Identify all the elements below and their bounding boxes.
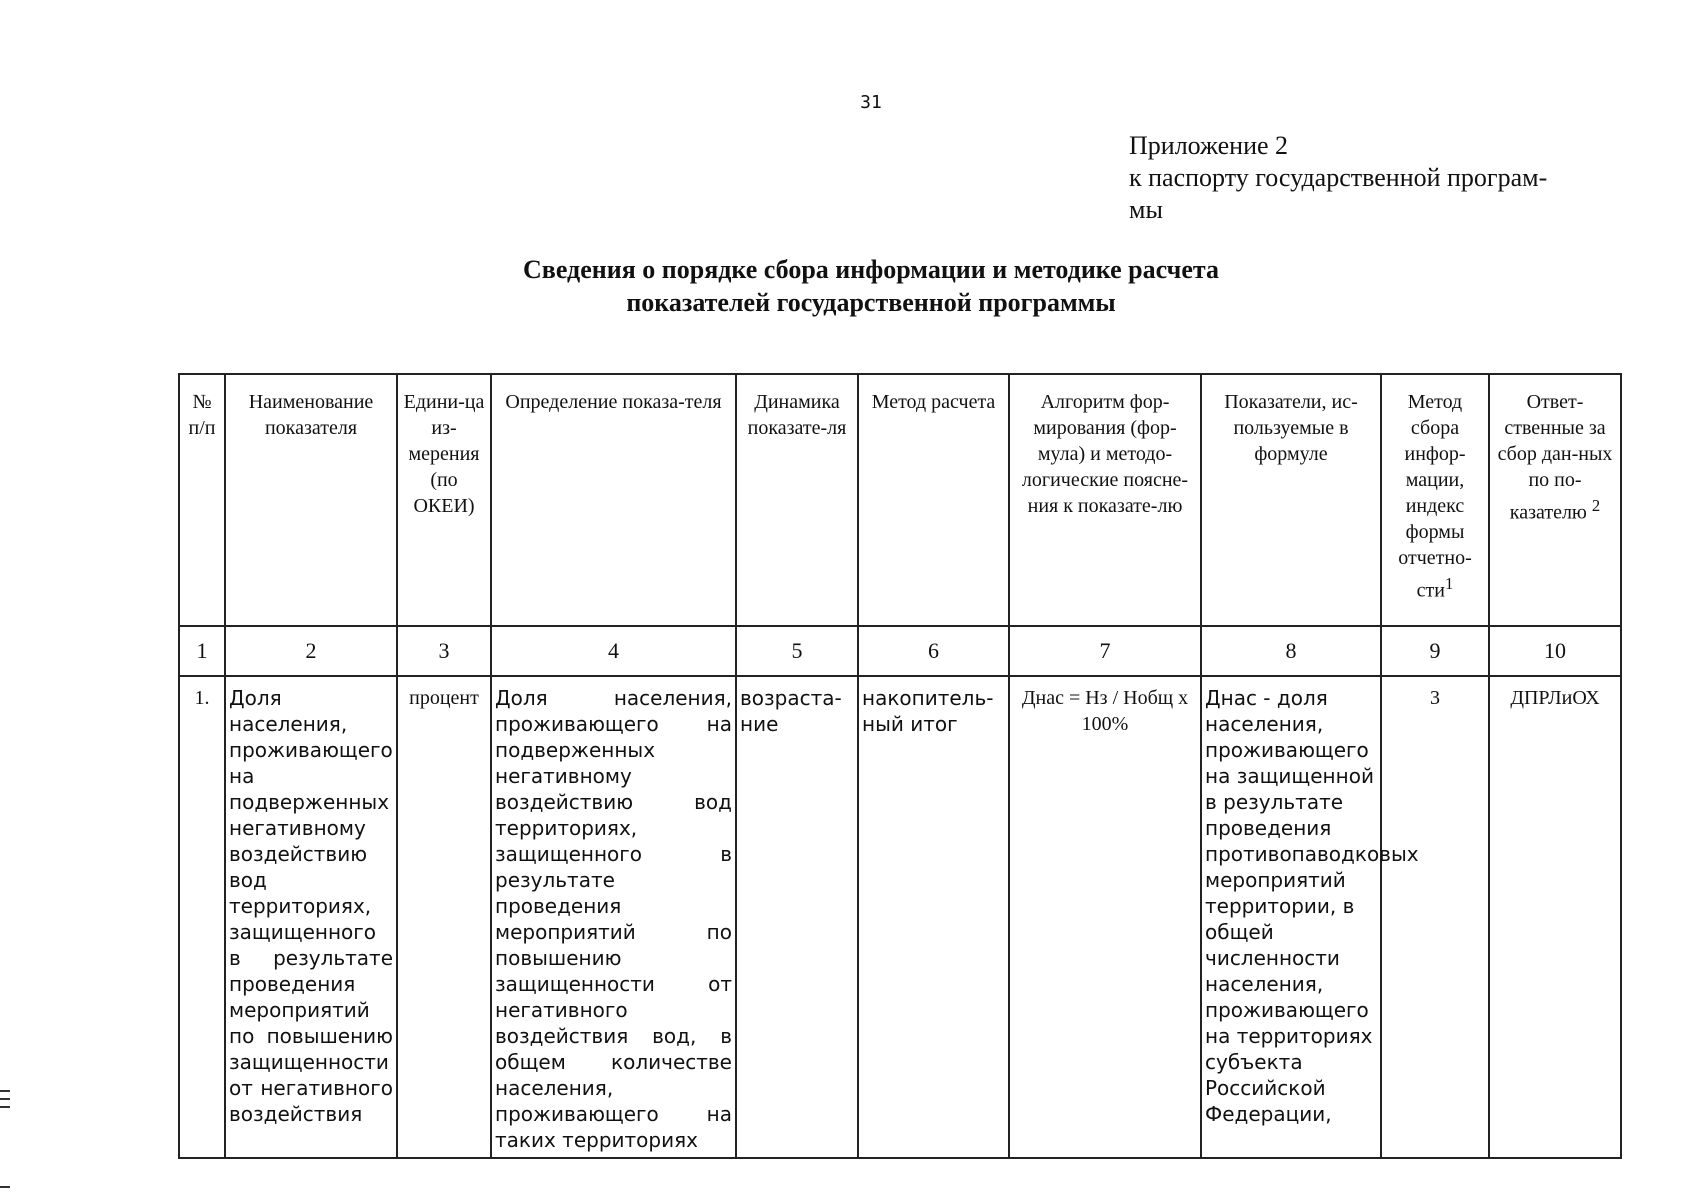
title-line-2: показателей государственной программы [626, 288, 1116, 317]
column-number: 4 [491, 626, 736, 676]
appendix-line-2: к паспорту государственной програм- [1129, 163, 1548, 192]
indicator-name: Доля населения, проживающего на подверженных негативному воздействию вод территориях, защищенного в результате проведения мероприятий по повышению защищенности от негативного воздействия [225, 676, 397, 1158]
indicator-dynamics: возраста-ние [736, 676, 858, 1158]
collection-method: 3 [1381, 676, 1489, 1158]
appendix-note [1129, 130, 1589, 226]
header-cell: Динамика показате-ля [736, 374, 858, 626]
header-cell-footnoted [1489, 374, 1621, 626]
formula-variables: Днас - доля населения, проживающего на защищенной в результате проведения противопаводковых мероприятий территории, в общей численности населения, проживающего на территориях субъекта Российской Федерации, [1201, 676, 1381, 1158]
responsible-party: ДПРЛиОХ [1489, 676, 1621, 1158]
header-cell: Показатели, ис-пользуемые в формуле [1201, 374, 1381, 626]
column-number: 2 [225, 626, 397, 676]
header-text: Ответ-ственные за сбор дан-ных по по-казателю [1497, 391, 1613, 524]
indicator-definition: Доля населения, проживающего на подверженных негативному воздействию вод территориях, защищенного в результате проведения мероприятий по повышению защищенности от негативного воздействия вод, в общем количестве населения, проживающего на таких территориях [491, 676, 736, 1158]
header-cell: Наименование показателя [225, 374, 397, 626]
calculation-algorithm: Днас = Нз / Нобщ х 100% [1009, 676, 1201, 1158]
indicators-table [178, 373, 1622, 1159]
table-row [179, 676, 1621, 1158]
title-line-1: Сведения о порядке сбора информации и методике расчета [523, 255, 1219, 284]
header-cell: Алгоритм фор-мирования (фор-мула) и методо-логические поясне-ния к показате-лю [1009, 374, 1201, 626]
row-number: 1. [179, 676, 225, 1158]
header-row [179, 374, 1621, 626]
header-cell: Едини-ца из-мерения (по ОКЕИ) [397, 374, 491, 626]
document-title [0, 253, 1697, 319]
column-number: 7 [1009, 626, 1201, 676]
column-number: 9 [1381, 626, 1489, 676]
column-number: 8 [1201, 626, 1381, 676]
column-number: 3 [397, 626, 491, 676]
header-cell: № п/п [179, 374, 225, 626]
page-number: 31 [860, 92, 882, 113]
column-number-row [179, 626, 1621, 676]
column-number: 5 [736, 626, 858, 676]
margin-mark [0, 1186, 10, 1188]
header-text: Метод сбора инфор-мации, индекс формы отчетно-сти [1398, 391, 1472, 602]
column-number: 10 [1489, 626, 1621, 676]
margin-mark [0, 1098, 10, 1100]
header-cell-footnoted [1381, 374, 1489, 626]
header-cell: Метод расчета [858, 374, 1009, 626]
footnote-mark: 1 [1445, 574, 1454, 593]
appendix-line-1: Приложение 2 [1129, 131, 1289, 160]
column-number: 6 [858, 626, 1009, 676]
column-number: 1 [179, 626, 225, 676]
header-cell: Определение показа-теля [491, 374, 736, 626]
margin-mark [0, 1090, 10, 1092]
calculation-method: накопитель-ный итог [858, 676, 1009, 1158]
margin-mark [0, 1106, 10, 1108]
unit-of-measure: процент [397, 676, 491, 1158]
appendix-line-3: мы [1129, 195, 1163, 224]
footnote-mark: 2 [1591, 496, 1601, 515]
